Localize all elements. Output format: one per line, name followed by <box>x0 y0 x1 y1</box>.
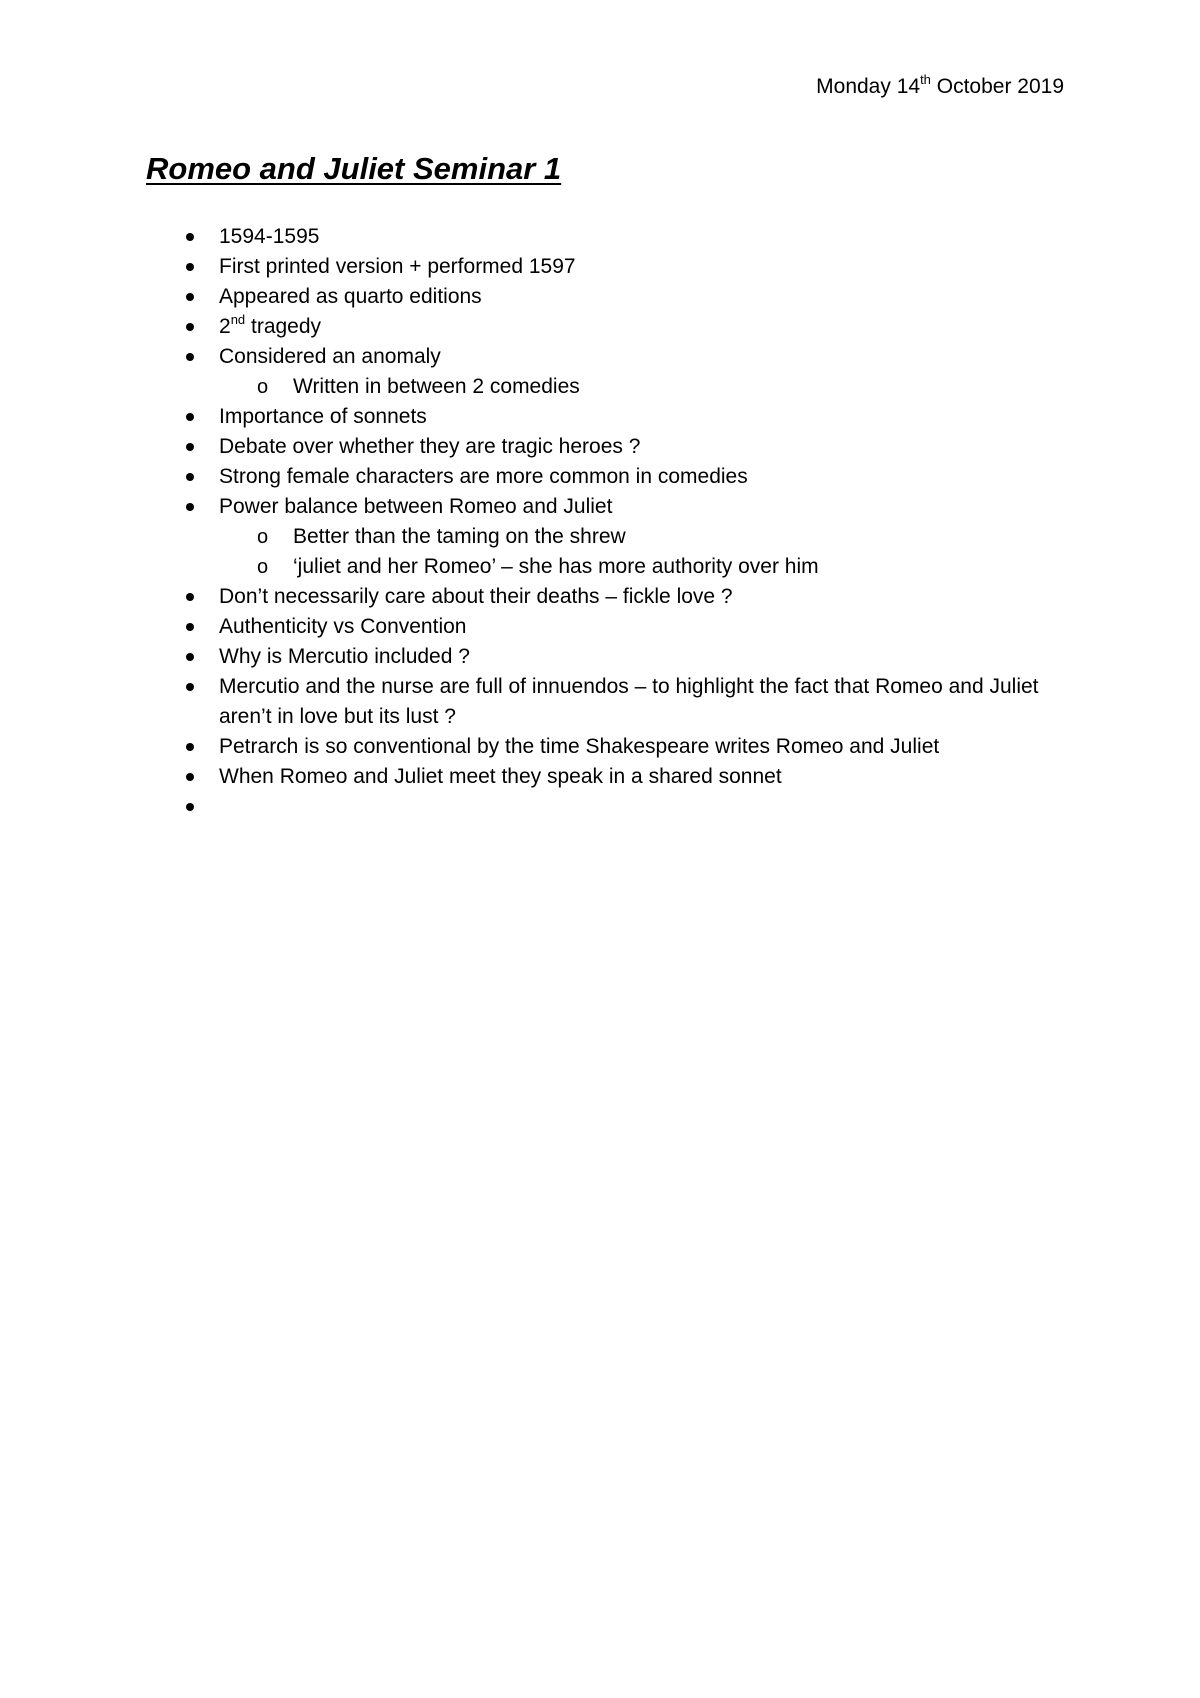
bullet-icon <box>186 773 194 781</box>
list-item-text: Authenticity vs Convention <box>219 615 467 638</box>
list-item-text: When Romeo and Juliet meet they speak in a shared sonnet <box>219 765 782 788</box>
list-item-8 <box>0 462 1200 492</box>
list-item-1 <box>0 222 1200 252</box>
notes-list <box>0 222 1200 822</box>
list-item-13 <box>0 672 1050 732</box>
bullet-icon <box>186 323 194 331</box>
list-item-6 <box>0 402 1200 432</box>
bullet-icon <box>186 503 194 511</box>
sub-bullet-icon: o <box>257 376 269 398</box>
list-item-text: Strong female characters are more common in comedies <box>219 465 748 488</box>
list-item-text: Appeared as quarto editions <box>219 285 482 308</box>
list-item-12 <box>0 642 1200 672</box>
list-item-text: Importance of sonnets <box>219 405 427 428</box>
bullet-icon <box>186 443 194 451</box>
date-ordinal-superscript: th <box>920 72 931 87</box>
document-title: Romeo and Juliet Seminar 1 <box>146 151 562 186</box>
list-item-text: Power balance between Romeo and Juliet <box>219 495 613 518</box>
bullet-icon <box>186 593 194 601</box>
date-line <box>816 74 1064 100</box>
sub-bullet-icon: o <box>257 526 269 548</box>
bullet-icon <box>186 473 194 481</box>
list-item-7 <box>0 432 1200 462</box>
bullet-icon <box>186 803 194 811</box>
list-item-text: tragedy <box>245 315 322 338</box>
list-item-text: Why is Mercutio included ? <box>219 645 470 668</box>
list-item-14 <box>0 732 1200 762</box>
date-prefix: Monday 14 <box>816 75 921 98</box>
sub-bullet-icon: o <box>257 556 269 578</box>
bullet-icon <box>186 413 194 421</box>
list-item-9 <box>0 492 1200 522</box>
list-item-text: Petrarch is so conventional by the time Shakespeare writes Romeo and Juliet <box>219 735 940 758</box>
sub-list-item-text: ‘juliet and her Romeo’ – she has more authority over him <box>293 555 819 578</box>
ordinal-number: 2 <box>219 315 231 338</box>
list-item-text: Debate over whether they are tragic heroes ? <box>219 435 641 458</box>
bullet-icon <box>186 623 194 631</box>
list-item-text: 1594-1595 <box>219 225 320 248</box>
list-item-text: Considered an anomaly <box>219 345 441 368</box>
sub-list-item-text: Written in between 2 comedies <box>293 375 580 398</box>
list-item-16-empty <box>0 792 1200 822</box>
list-item-3 <box>0 282 1200 312</box>
bullet-icon <box>186 293 194 301</box>
list-item-10 <box>0 582 1200 612</box>
bullet-icon <box>186 683 194 691</box>
bullet-icon <box>186 653 194 661</box>
list-item-4 <box>0 312 1200 342</box>
list-item-text: Don’t necessarily care about their deaths – fickle love ? <box>219 585 733 608</box>
sub-list-item-9-2 <box>0 552 1200 582</box>
bullet-icon <box>186 353 194 361</box>
list-item-5 <box>0 342 1200 372</box>
date-suffix: October 2019 <box>930 75 1064 98</box>
sub-list-item-5-1 <box>0 372 1200 402</box>
sub-list-item-text: Better than the taming on the shrew <box>293 525 626 548</box>
sub-list-item-9-1 <box>0 522 1200 552</box>
bullet-icon <box>186 743 194 751</box>
list-item-11 <box>0 612 1200 642</box>
list-item-2 <box>0 252 1200 282</box>
bullet-icon <box>186 263 194 271</box>
bullet-icon <box>186 233 194 241</box>
list-item-text: Mercutio and the nurse are full of innuendos – to highlight the fact that Romeo and Juliet aren’t in love but its lust ? <box>219 675 1039 728</box>
list-item-15 <box>0 762 1200 792</box>
list-item-text: First printed version + performed 1597 <box>219 255 576 278</box>
ordinal-superscript: nd <box>230 312 246 327</box>
